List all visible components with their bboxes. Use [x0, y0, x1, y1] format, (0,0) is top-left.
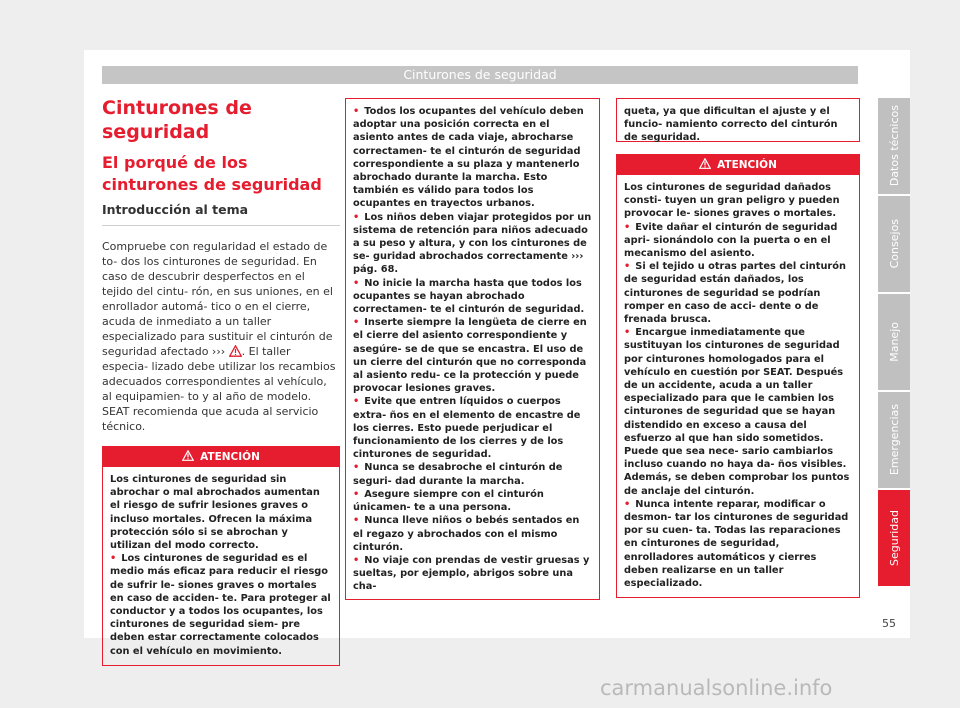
side-tab-label: Consejos [887, 219, 901, 269]
warning-header [617, 155, 859, 175]
warning-bullet: • Inserte siempre la lengüeta de cierre en el cierre del asiento correspondiente y asegúre- se de que se encastra. El uso de un cierre del cinturón que no corresponda al asiento redu- ce la protección y puede provocar lesiones graves. [353, 316, 592, 395]
column-middle [345, 98, 600, 600]
warning-bullet: • Evite que entren líquidos o cuerpos extra- ños en el elemento de encastre de los cierres. Esto puede perjudicar el funcionamiento de los cierres y de los cinturones de seguridad. [353, 395, 592, 461]
side-tab-emergencias[interactable] [878, 392, 910, 488]
warning-header [103, 447, 339, 467]
warning-bullet: • Nunca lleve niños o bebés sentados en el regazo y abrochados con el mismo cinturón. [353, 514, 592, 554]
side-tab-label: Emergencias [887, 404, 901, 476]
warning-intro: Los cinturones de seguridad sin abrochar o mal abrochados aumentan el riesgo de sufrir lesiones graves o incluso mortales. Ofrecen la máxima protección sólo si se abrochan y utilizan del modo correcto. [110, 474, 320, 552]
side-tab-label: Datos técnicos [887, 105, 901, 187]
warning-triangle-icon [229, 345, 242, 357]
warning-body [617, 175, 859, 597]
intro-paragraph [102, 239, 340, 434]
warning-body [103, 467, 339, 665]
page-number: 55 [882, 617, 896, 630]
section-title: El porqué de los cinturones de seguridad [102, 153, 322, 194]
warning-intro: Los cinturones de seguridad dañados consti- tuyen un gran peligro y pueden provocar le- siones graves o mortales. [624, 182, 840, 220]
warning-bullet: • Todos los ocupantes del vehículo deben adoptar una posición correcta en el asiento antes de cada viaje, abrocharse correctamen- te el cinturón de seguridad correspondiente a su plaza y mantenerlo abrochado durante la marcha. Esto también es válido para todos los ocupantes en trayectos urbanos. [353, 105, 592, 211]
warning-box-2 [345, 98, 600, 600]
page-title: Cinturones de seguridad [102, 97, 252, 143]
warning-box-3 [616, 154, 860, 598]
warning-continuation-box [616, 98, 860, 142]
warning-label: ATENCIÓN [717, 159, 777, 171]
warning-triangle-icon [699, 158, 711, 169]
side-tab-datos-tecnicos[interactable] [878, 98, 910, 194]
side-tab-manejo[interactable] [878, 294, 910, 390]
warning-label: ATENCIÓN [200, 451, 260, 463]
warning-body [346, 99, 599, 601]
side-tab-consejos[interactable] [878, 196, 910, 292]
topic-heading: Introducción al tema [102, 202, 340, 226]
warning-bullet: • Los niños deben viajar protegidos por un sistema de retención para niños adecuado a su peso y altura, y con los cinturones de se- guridad abrochados correctamente ››› pág. 68. [353, 211, 592, 277]
warning-body [617, 99, 859, 152]
column-right [616, 98, 860, 598]
warning-continuation-text: queta, ya que dificultan el ajuste y el funcio- namiento correcto del cinturón de seguridad. [624, 106, 838, 144]
running-header: Cinturones de seguridad [102, 66, 858, 84]
warning-triangle-icon [182, 450, 194, 461]
warning-box-1 [102, 446, 340, 666]
warning-bullet: • Asegure siempre con el cinturón únicamen- te a una persona. [353, 488, 592, 514]
warning-bullet: • Nunca se desabroche el cinturón de seguri- dad durante la marcha. [353, 461, 592, 487]
intro-text-before: Compruebe con regularidad el estado de to- dos los cinturones de seguridad. En caso de descubrir desperfectos en el tejido del cintu- rón, en sus uniones, en el enrollador automá- tico o en el cierre, acuda de inmediato a un taller especializado para sustituir el cinturón de seguridad afectado ››› [102, 240, 333, 358]
warning-bullet: • No inicie la marcha hasta que todos los ocupantes se hayan abrochado correctamen- te el cinturón de seguridad. [353, 277, 592, 317]
intro-text-after: . El taller especia- lizado debe utilizar los recambios adecuados correspondientes al vehículo, al equipamien- to y al año de modelo. SEAT recomienda que acuda al servicio técnico. [102, 345, 336, 433]
warning-bullet: • Encargue inmediatamente que sustituyan los cinturones de seguridad por cinturones homologados para el vehículo en cuestión por SEAT. Después de un accidente, acuda a un taller especializado para que le cambien los cinturones de seguridad que se hayan distendido en exceso a causa del esfuerzo al que han sido sometidos. Puede que sea nece- sario cambiarlos incluso cuando no haya da- ños visibles. Además, se deben comprobar los puntos de anclaje del cinturón. [624, 326, 852, 498]
warning-bullet: • Si el tejido u otras partes del cinturón de seguridad están dañados, los cinturones de seguridad se podrían romper en caso de acci- dente o de frenada brusca. [624, 260, 852, 326]
side-tab-label: Seguridad [887, 510, 901, 566]
column-left [102, 96, 340, 666]
warning-bullet: • Evite dañar el cinturón de seguridad apri- sionándolo con la puerta o en el mecanismo del asiento. [624, 221, 852, 261]
watermark: carmanualsonline.info [600, 676, 833, 700]
side-tab-label: Manejo [887, 322, 901, 362]
warning-bullet: • Los cinturones de seguridad es el medio más eficaz para reducir el riesgo de sufrir le- siones graves o mortales en caso de acciden- te. Para proteger al conductor y a todos los ocupantes, los cinturones de seguridad siem- pre deben estar correctamente colocados con el vehículo en movimiento. [110, 552, 332, 658]
warning-bullet: • No viaje con prendas de vestir gruesas y sueltas, por ejemplo, abrigos sobre una cha- [353, 554, 592, 594]
warning-bullet: • Nunca intente reparar, modificar o desmon- tar los cinturones de seguridad por su cuen- ta. Todas las reparaciones en cinturones de seguridad, enrolladores automáticos y cierres deben realizarse en un taller especializado. [624, 498, 852, 590]
side-tab-seguridad[interactable] [878, 490, 910, 586]
